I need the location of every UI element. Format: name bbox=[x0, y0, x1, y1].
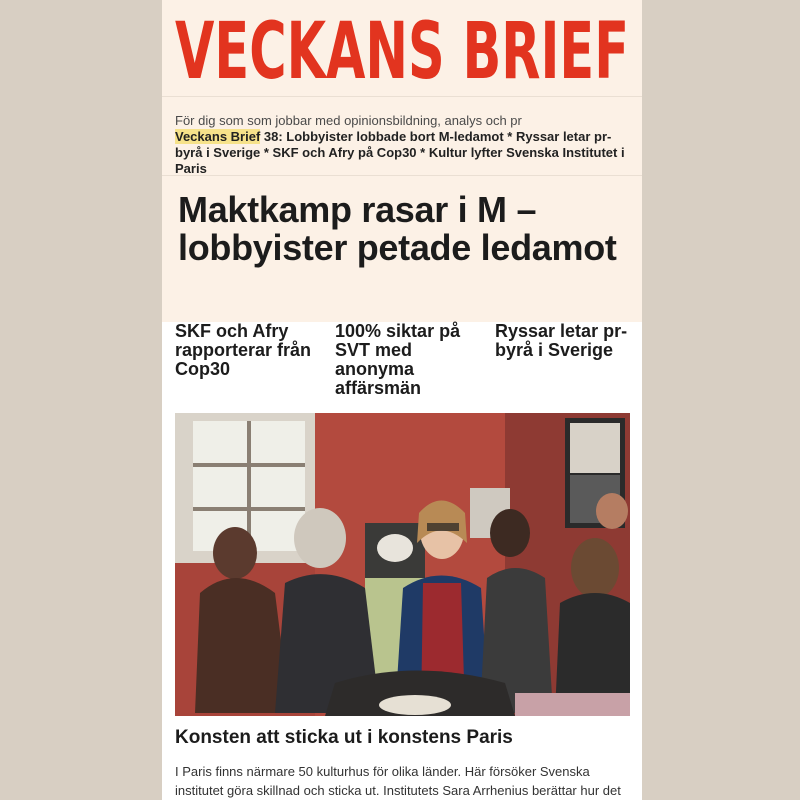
gallery-crowd-image bbox=[175, 413, 630, 716]
story-body: I Paris finns närmare 50 kulturhus för olika länder. Här försöker Svenska institutet göra skillnad och sticka ut. Institutets Sara Arrhenius berättar hur det bbox=[175, 764, 621, 798]
secondary-headline[interactable]: SKF och Afry rapporterar från Cop30 bbox=[175, 321, 312, 379]
issue-topics: 38: Lobbyister lobbade bort M-ledamot * Ryssar letar pr-byrå i Sverige * SKF och Afry på Cop30 * Kultur lyfter Svenska Institutet i Paris bbox=[175, 129, 625, 176]
preheader bbox=[162, 97, 642, 176]
brand-logo[interactable] bbox=[175, 4, 631, 90]
brand-logo-text: VECKANS BRIEF bbox=[175, 7, 629, 90]
secondary-headline[interactable]: Ryssar letar pr-byrå i Sverige bbox=[495, 321, 628, 360]
issue-summary bbox=[175, 129, 625, 176]
masthead bbox=[162, 0, 642, 97]
story-title[interactable]: Konsten att sticka ut i konstens Paris bbox=[175, 727, 513, 748]
issue-name: Veckans Brief bbox=[175, 129, 261, 144]
preheader-tagline: För dig som som jobbar med opinionsbildning, analys och pr bbox=[175, 113, 522, 128]
lead-headline[interactable]: Maktkamp rasar i M – lobbyister petade ledamot bbox=[178, 189, 617, 268]
story-photo[interactable] bbox=[175, 413, 630, 716]
secondary-headline[interactable]: 100% siktar på SVT med anonyma affärsmän bbox=[335, 321, 461, 398]
lead-story[interactable] bbox=[162, 176, 642, 322]
newsletter-email bbox=[162, 0, 642, 800]
secondary-stories bbox=[162, 322, 642, 414]
